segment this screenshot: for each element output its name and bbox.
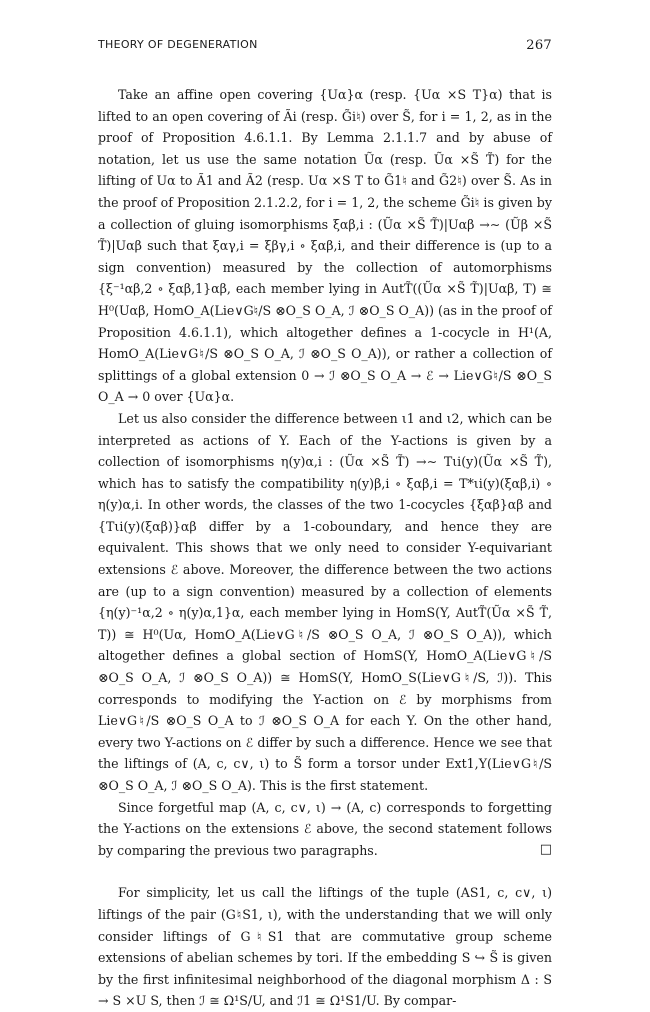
paragraph-forgetful-map	[98, 797, 552, 862]
paragraph-lifting-covering: Take an affine open covering {Uα}α (resp. {Uα ×S T}α) that is lifted to an open covering of Ãi (resp. G̃i♮) over S̃, for i = 1, 2, as in the proof of Proposition 4.6.1.1. By Lemma 2.1.1.7 and by abuse of notation, let us use the same notation Ũα (resp. Ũα ×S̃ T̃) for the lifting of Uα to Ã1 and Ã2 (resp. Uα ×S T to G̃1♮ and G̃2♮) over S̃. As in the proof of Proposition 2.1.2.2, for i = 1, 2, the scheme G̃i♮ is given by a collection of gluing isomorphisms ξαβ,i : (Ũα ×S̃ T̃)|Uαβ →∼ (Ũβ ×S̃ T̃)|Uαβ such that ξαγ,i = ξβγ,i ∘ ξαβ,i, and their difference is (up to a sign convention) measured by the collection of automorphisms {ξ⁻¹αβ,2 ∘ ξαβ,1}αβ, each member lying in AutT̃((Ũα ×S̃ T̃)|Uαβ, T) ≅ H⁰(Uαβ, HomO_A(Lie∨G♮/S ⊗O_S O_A, ℐ ⊗O_S O_A)) (as in the proof of Proposition 4.6.1.1), which altogether defines a 1-cocycle in H¹(A, HomO_A(Lie∨G♮/S ⊗O_S O_A, ℐ ⊗O_S O_A)), or rather a collection of splittings of a global extension 0 → ℐ ⊗O_S O_A → ℰ → Lie∨G♮/S ⊗O_S O_A → 0 over {Uα}α.	[98, 87, 552, 405]
qed-symbol: □	[539, 841, 552, 857]
paragraph-forgetful-map-text: Since forgetful map (A, c, c∨, ι) → (A, c) corresponds to forgetting the Y-actions on the extensions ℰ above, the second statement follows by comparing the previous two paragraphs.	[98, 799, 552, 858]
running-header	[98, 38, 552, 56]
paragraph-simplicity: For simplicity, let us call the liftings of the tuple (AS1, c, c∨, ι) liftings of the pair (G♮S1, ι), with the understanding that we will only consider liftings of G♮S1 that are commutative group scheme extensions of abelian schemes by tori. If the embedding S ↪ S̃ is given by the first infinitesimal neighborhood of the diagonal morphism Δ : S → S ×U S, then ℐ ≅ Ω¹S/U, and ℐ1 ≅ Ω¹S1/U. By compar-	[98, 885, 552, 1009]
body-text	[98, 84, 552, 1012]
paragraph-y-actions: Let us also consider the difference between ι1 and ι2, which can be interpreted as actions of Y. Each of the Y-actions is given by a collection of isomorphisms η(y)α,i : (Ũα ×S̃ T̃) →∼ Tιi(y)(Ũα ×S̃ T̃), which has to satisfy the compatibility η(y)β,i ∘ ξαβ,i = T*ιi(y)(ξαβ,i) ∘ η(y)α,i. In other words, the classes of the two 1-cocycles {ξαβ}αβ and {Tιi(y)(ξαβ)}αβ differ by a 1-coboundary, and hence they are equivalent. This shows that we only need to consider Y-equivariant extensions ℰ above. Moreover, the difference between the two actions are (up to a sign convention) measured by a collection of elements {η(y)⁻¹α,2 ∘ η(y)α,1}α, each member lying in HomS(Y, AutT̃(Ũα ×S̃ T̃, T)) ≅ H⁰(Uα, HomO_A(Lie∨G♮/S ⊗O_S O_A, ℐ ⊗O_S O_A)), which altogether defines a global section of HomS(Y, HomO_A(Lie∨G♮/S ⊗O_S O_A, ℐ ⊗O_S O_A)) ≅ HomS(Y, HomO_S(Lie∨G♮/S, ℐ)). This corresponds to modifying the Y-action on ℰ by morphisms from Lie∨G♮/S ⊗O_S O_A to ℐ ⊗O_S O_A for each Y. On the other hand, every two Y-actions on ℰ differ by such a difference. Hence we see that the liftings of (A, c, c∨, ι) to S̃ form a torsor under Ext1,Y(Lie∨G♮/S ⊗O_S O_A, ℐ ⊗O_S O_A). This is the first statement.	[98, 410, 552, 793]
running-title: THEORY OF DEGENERATION	[98, 38, 258, 51]
page-number: 267	[526, 38, 552, 53]
